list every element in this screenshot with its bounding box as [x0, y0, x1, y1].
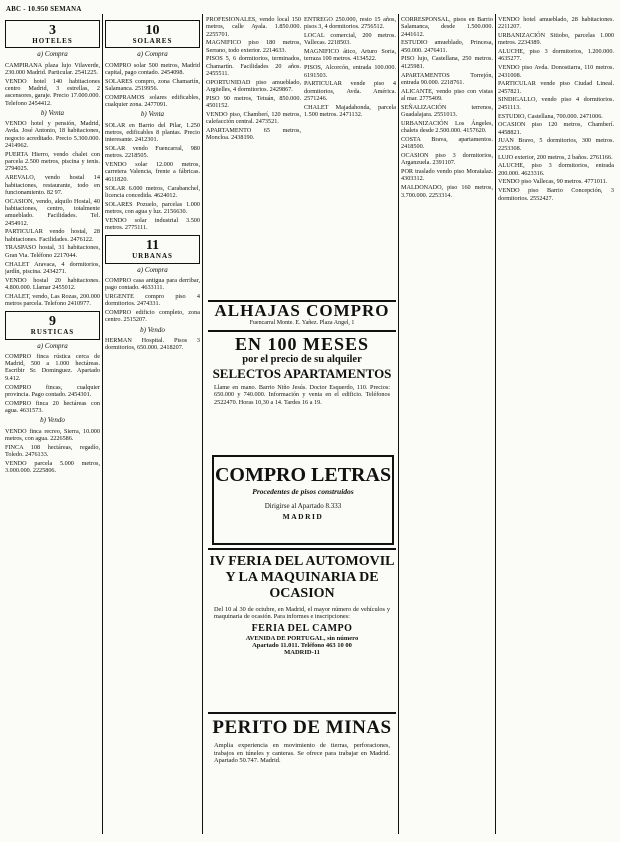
classified-ad: SINDIGALLO, vendo piso 4 dormitorios. 2451113. [498, 96, 614, 111]
column-2 [105, 16, 200, 816]
section-subheading: a) Compra [137, 265, 168, 274]
ad-apartamentos-body: Llame en mano. Barrio Niño Jesús. Doctor Esquerdo, 110. Precios: 650.000 y 740.000. Información y venta en el edificio. Teléfonos 2522470. Horas 10,30 a 14. Tardes 16 a 19. [214, 384, 390, 406]
ad-feria-l3: OCASION [269, 586, 335, 601]
classified-ad: COMPRO solar 500 metros, Madrid capital, pago contado. 2454098. [105, 61, 200, 76]
section-subheading: a) Compra [37, 341, 68, 350]
column-4 [304, 16, 396, 306]
classified-ad: ALUCHE, piso 3 dormitorios, 1.200.000. 4635277. [498, 48, 614, 63]
classified-ad: PUERTA Hierro, vendo chalet con parcela 2.500 metros, piscina y tenis. 2794025. [5, 150, 100, 173]
column-divider [202, 14, 203, 834]
classified-ad: LUJO exterior, 200 metros, 2 baños. 2761166. [498, 153, 613, 161]
section-subheading: a) Compra [137, 50, 168, 59]
classified-ad: VENDO hostal 20 habitaciones. 4.800.000. Llamar 2455012. [5, 276, 100, 291]
section-name: SOLARES [132, 37, 173, 45]
section-name: URBANAS [132, 252, 173, 261]
classified-ad: SOLAR en Barrio del Pilar, 1.250 metros, edificables 8 plantas. Precio interesante. 2412301. [105, 121, 200, 144]
classified-ad: URGENTE compro piso 4 dormitorios. 2474331. [105, 293, 200, 308]
ad-feria [208, 548, 396, 710]
section-header-box [105, 235, 200, 263]
classified-ad: VENDO finca recreo, Sierra, 10.000 metros, con agua. 2226586. [5, 427, 100, 442]
classified-ad: VENDO solar 12.000 metros, carretera Valencia, frente a fábricas. 4611820. [105, 161, 200, 183]
section-number: 9 [49, 314, 56, 330]
classified-ad: POR traslado vendo piso Moratalaz. 4303312. [401, 168, 493, 183]
ad-perito [208, 712, 396, 834]
ad-feria-body: Del 10 al 30 de octubre, en Madrid, el mayor número de vehículos y maquinaria de ocasión. Para informes e inscripciones: [214, 606, 390, 621]
ad-apartamentos-l2: por el precio de su alquiler [242, 354, 362, 365]
classified-ad: SEÑALIZACIÓN terrenos, Guadalajara. 2551013. [401, 103, 493, 119]
section-number: 10 [145, 23, 160, 38]
ad-feria-city: MADRID-11 [284, 648, 320, 656]
classified-ad: SOLARES compro, zona Chamartín, Salamanca. 2519956. [105, 77, 200, 92]
classified-ad: URBANIZACIÓN Sitiobo, parcelas 1.000 metros. 2234389. [498, 32, 614, 47]
section-name: RUSTICAS [30, 328, 75, 337]
classified-ad: ESTUDIO amueblado, Princesa, 450.000. 2476411. [401, 39, 493, 54]
ad-apartamentos-l1: EN 100 MESES [234, 334, 370, 354]
classified-ad: VENDO parcela 5.000 metros, 3.000.000. 2225806. [5, 459, 100, 475]
section-header-box [105, 20, 200, 48]
classified-ad: CAMPIRANA plaza lujo Vilaverde, 230.000 Madrid. Particular. 2541225. [5, 61, 100, 76]
classified-ad: OCASION, vendo, alquilo Hostal, 40 habitaciones, centro, totalmente amueblado. Facilidades. Tel. 2454912. [5, 197, 100, 227]
column-5 [401, 16, 493, 816]
ad-feria-org: FERIA DEL CAMPO [251, 622, 353, 634]
classified-ad: TRASPASO hostal, 31 habitaciones, Gran Via. Teléfono 2217044. [5, 244, 100, 259]
classified-ad: PISOS 5, 6 dormitorios, terminados, Chamartín. Facilidades 20 años. 2455511. [206, 55, 301, 78]
classified-ad: SOLARES Pozuelo, parcelas 1.000 metros, con agua y luz. 2156630. [105, 200, 200, 215]
classified-ad: VENDO piso Barrio Concepción, 3 dormitorios. 2552427. [498, 187, 614, 202]
classified-ad: MAGNIFICO piso 180 metros, Serrano, todo exterior. 2214633. [206, 39, 301, 54]
classified-ad: COMPRO fincas, cualquier provincia. Pago contado. 2454301. [5, 383, 100, 398]
section-name: HOTELES [32, 37, 73, 45]
ad-alhajas [208, 300, 396, 328]
classified-ad: MALDONADO, piso 160 metros, 3.700.000. 2253314. [401, 184, 493, 199]
ad-apartamentos-l3: SELECTOS APARTAMENTOS [212, 366, 392, 381]
classified-ad: COMPRO finca 20 hectáreas con agua. 4631573. [5, 399, 100, 414]
section-number: 3 [49, 23, 56, 38]
column-3 [206, 16, 301, 306]
classified-ad: FINCA 108 hectáreas, regadío, Toledo. 2476133. [5, 443, 100, 458]
ad-feria-tel: Apartado 11.011. Teléfono 463 10 00 [252, 641, 352, 649]
classified-ad: SOLAR 6.000 metros, Carabanchel, licencia concedida. 4624012. [105, 184, 200, 199]
ad-letras-title: COMPRO LETRAS [214, 464, 392, 486]
ad-perito-body: Amplia experiencia en movimiento de tierras, perforaciones, trabajos en túneles y canteras. Se ofrece para trabajar en Madrid. Apartado 50.747. Madrid. [214, 742, 390, 765]
ad-alhajas-sub: Fuencarral Monte. E. Yañez. Plaza Angel, 1 [249, 320, 355, 326]
classified-ad: MAGNIFICO ático, Arturo Soria, terraza 100 metros. 4134522. [304, 48, 396, 63]
classified-ad: OCASION piso 120 metros, Chamberí. 4458821. [498, 121, 614, 136]
ad-feria-addr: AVENIDA DE PORTUGAL, sin número [245, 634, 359, 642]
classified-ad: COMPRO casa antigua para derribar, pago contado. 4633111. [105, 276, 200, 292]
column-divider [102, 14, 103, 834]
classified-ad: COMPRO edificio completo, zona centro. 2515207. [105, 309, 200, 324]
classified-ad: LOCAL comercial, 200 metros. Vallecas. 2218503. [304, 32, 396, 47]
classified-ad: OCASION piso 3 dormitorios, Arganzuela. 2391107. [401, 152, 493, 167]
section-header-box [5, 20, 100, 48]
column-6 [498, 16, 614, 816]
classified-ad: ALUCHE, piso 3 dormitorios, entrada 200.000. 4623316. [498, 162, 614, 177]
classified-ad: CORRESPONSAL, pisos en Barrio Salamanca, desde 1.500.000. 2441612. [401, 16, 493, 38]
section-subheading: a) Compra [37, 50, 68, 59]
section-subheading: b) Vendo [40, 416, 65, 425]
ad-feria-l1: IV FERIA DEL AUTOMOVIL [209, 554, 395, 569]
section-number: 11 [145, 238, 160, 254]
ad-letras [212, 455, 394, 545]
ad-apartamentos [208, 330, 396, 452]
ad-perito-title: PERITO DE MINAS [212, 717, 392, 738]
section-subheading: b) Venta [140, 110, 165, 119]
ad-letras-city: MADRID [282, 512, 324, 521]
classified-ad: SOLAR vendo Fuencarral, 980 metros. 2218505. [105, 145, 200, 160]
classified-ad: ALICANTE, vendo piso con vistas al mar. 2775409. [401, 87, 493, 102]
section-subheading: b) Venta [40, 108, 65, 117]
classified-ad: URBANIZACIÓN Los Ángeles, chalets desde 2.500.000. 4157620. [401, 119, 493, 135]
classified-ad: PROFESIONALES, vendo local 150 metros, calle Ayala. 1.850.000. 2255701. [206, 16, 301, 38]
classified-ad: APARTAMENTOS Torrejón, entrada 90.000. 2218761. [401, 71, 493, 86]
classified-ad: HERMAN Hospital. Pisos 3 dormitorios, 650.000. 2418207. [105, 337, 200, 352]
classified-ad: VENDO solar industrial 3.500 metros. 2775111. [105, 216, 200, 232]
classified-ad: VENDO hotel y pensión, Madrid, Avda. José Antonio, 18 habitaciones, negocio acreditado. Precio 5.300.000. 2414962. [5, 120, 100, 150]
ad-letras-line: Dirigirse al Apartado 8.333 [264, 502, 342, 510]
classified-ad: CHALET Majadahonda, parcela 1.500 metros. 2471132. [304, 103, 396, 119]
classified-ad: ENTREGO 250.000, resto 15 años, pisos 3, 4 dormitorios. 2756512. [304, 16, 396, 31]
classified-ad: VENDO piso Avda. Donostiarra, 110 metros. 2431008. [498, 64, 614, 79]
classified-ad: JUAN Bravo, 5 dormitorios, 300 metros. 2253308. [498, 137, 614, 152]
classified-ad: PARTICULAR vende piso 4 dormitorios, Avda. América. 2571246. [304, 80, 396, 102]
page-header-date: ABC - 10.950 SEMANA [6, 6, 82, 13]
ad-feria-l2: Y LA MAQUINARIA DE [225, 570, 379, 585]
classified-ad: VENDO hotel amueblado, 28 habitaciones. 2211207. [498, 16, 614, 31]
classified-ad: AREVALO, vendo hostal 14 habitaciones, restaurante, todo en funcionamiento. 82 97. [5, 174, 100, 196]
classified-ad: ESTUDIO, Castellana, 700.000. 2471006. [498, 112, 603, 120]
section-header-box [5, 311, 100, 339]
column-divider [495, 14, 496, 834]
classified-ad: PARTICULAR vende piso Ciudad Lineal. 2457821. [498, 80, 614, 95]
classified-ad: PISOS, Alcorcón, entrada 100.000. 6191503. [304, 64, 396, 79]
classified-ad: PISO 90 metros, Tetuán, 850.000. 4501152. [206, 94, 301, 110]
classified-ad: PARTICULAR vendo hostal, 28 habitaciones. Facilidades. 2476122. [5, 228, 100, 243]
column-divider [398, 14, 399, 834]
classified-ad: COMPRO finca rústica cerca de Madrid, 500 a 1.000 hectáreas. Escribir Sr. Dominguez. Apartado 9.412. [5, 352, 100, 382]
classified-ad: PISO lujo, Castellana, 250 metros. 4125981. [401, 55, 493, 70]
ad-letras-sub: Procedentes de pisos construidos [252, 487, 354, 496]
classified-ad: VENDO piso Vallecas, 90 metros. 4771011. [498, 178, 608, 186]
classified-ad: APARTAMENTO 65 metros, Moncloa. 2438190. [206, 127, 301, 142]
column-1 [5, 16, 100, 816]
classified-ad: COMPRAMOS solares edificables, cualquier zona. 2477091. [105, 93, 200, 109]
classified-ad: CHALET, vendo, Las Rozas, 200.000 metros parcela. Telefono 2410977. [5, 292, 100, 307]
ad-alhajas-title: ALHAJAS COMPRO [214, 301, 390, 320]
classified-ad: VENDO hotel 140 habitaciones centro Madrid, 3 estrellas, 2 ascensores, garaje. Precio 17.000.000. Telefono 2454412. [5, 77, 100, 107]
classified-ad: CHALET Aravaca, 4 dormitorios, jardín, piscina. 2434271. [5, 260, 100, 275]
classified-ad: OPORTUNIDAD piso amueblado, Argüelles, 4 dormitorios. 2429867. [206, 78, 301, 94]
section-subheading: b) Vendo [140, 325, 165, 334]
classified-ad: VENDO piso, Chamberí, 120 metros, calefacción central. 2473521. [206, 111, 301, 126]
classified-ad: COSTA Brava, apartamentos. 2418500. [401, 135, 493, 151]
